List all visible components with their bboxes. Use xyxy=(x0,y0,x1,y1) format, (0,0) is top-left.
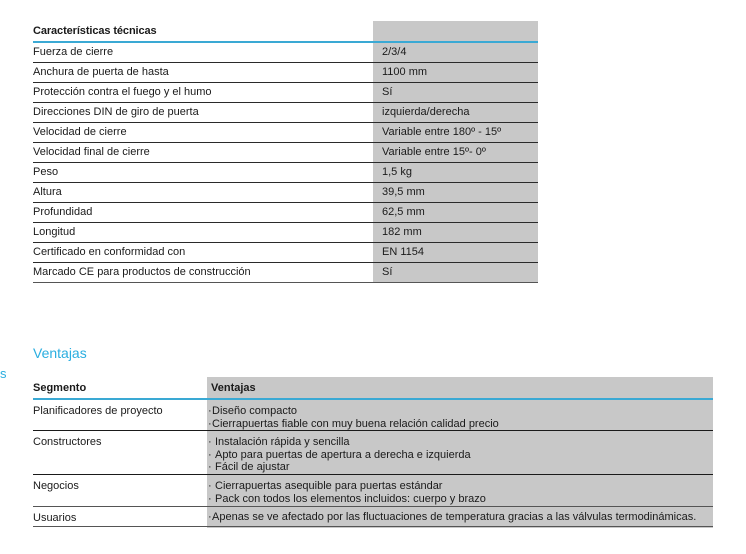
spec-label: Direcciones DIN de giro de puerta xyxy=(33,106,199,118)
spec-value: 1,5 kg xyxy=(382,166,412,178)
bullet-icon: · xyxy=(208,511,212,523)
spec-row xyxy=(33,243,538,263)
section-title-ventajas: Ventajas xyxy=(33,345,87,361)
spec-value: 2/3/4 xyxy=(382,46,407,58)
spec-label: Peso xyxy=(33,166,59,178)
spec-value: EN 1154 xyxy=(382,246,424,258)
specs-header-label: Características técnicas xyxy=(33,25,157,37)
spec-value: 62,5 mm xyxy=(382,206,425,218)
spec-value: Sí xyxy=(382,86,393,98)
advantage-item: ·Diseño compacto xyxy=(208,405,297,417)
segment-label: Constructores xyxy=(33,436,102,448)
advantages-list xyxy=(208,405,499,430)
advantage-item: · Instalación rápida y sencilla xyxy=(208,436,350,448)
bullet-icon: · xyxy=(208,417,212,430)
spec-value: Sí xyxy=(382,266,393,278)
header-segment: Segmento xyxy=(33,382,87,394)
advantages-row xyxy=(33,475,713,507)
spec-row xyxy=(33,143,538,163)
advantages-list xyxy=(208,511,696,524)
spec-label: Velocidad de cierre xyxy=(33,126,127,138)
spec-label: Certificado en conformidad con xyxy=(33,246,186,258)
spec-value: 182 mm xyxy=(382,226,422,238)
bullet-icon: · xyxy=(208,492,212,505)
spec-row xyxy=(33,203,538,223)
advantages-table xyxy=(33,377,713,527)
advantage-item: ·Cierrapuertas fiable con muy buena relación calidad precio xyxy=(208,417,499,430)
spec-row xyxy=(33,263,538,283)
segment-label: Planificadores de proyecto xyxy=(33,405,163,417)
spec-row xyxy=(33,43,538,63)
spec-row xyxy=(33,183,538,203)
segment-label: Negocios xyxy=(33,480,79,492)
advantage-item: · Fácil de ajustar xyxy=(208,461,290,473)
spec-row xyxy=(33,123,538,143)
spec-value: 1100 mm xyxy=(382,66,428,78)
advantages-list xyxy=(208,436,471,474)
spec-label: Longitud xyxy=(33,226,76,238)
spec-row xyxy=(33,83,538,103)
advantage-item: ·Apenas se ve afectado por las fluctuaciones de temperatura gracias a las válvulas termodinámicas. xyxy=(208,511,697,523)
spec-label: Profundidad xyxy=(33,206,93,218)
bullet-icon: · xyxy=(208,480,212,492)
advantage-item: · Cierrapuertas asequible para puertas estándar xyxy=(208,480,443,492)
advantage-item: · Pack con todos los elementos incluidos: cuerpo y brazo xyxy=(208,492,486,505)
cropped-text-fragment: s xyxy=(0,366,7,381)
spec-label: Protección contra el fuego y el humo xyxy=(33,86,212,98)
bullet-icon: · xyxy=(208,461,212,473)
spec-row xyxy=(33,223,538,243)
spec-row xyxy=(33,63,538,83)
bullet-icon: · xyxy=(208,448,212,461)
segment-label: Usuarios xyxy=(33,512,77,524)
advantages-row xyxy=(33,400,713,431)
spec-row xyxy=(33,163,538,183)
header-advantages: Ventajas xyxy=(211,382,256,394)
advantages-row xyxy=(33,431,713,475)
spec-label: Anchura de puerta de hasta xyxy=(33,66,169,78)
spec-value: Variable entre 15º- 0º xyxy=(382,146,486,158)
specs-table xyxy=(33,21,538,283)
spec-label: Fuerza de cierre xyxy=(33,46,114,58)
spec-label: Altura xyxy=(33,186,62,198)
bullet-icon: · xyxy=(208,436,212,448)
spec-row xyxy=(33,103,538,123)
spec-value: 39,5 mm xyxy=(382,186,425,198)
advantage-item: · Apto para puertas de apertura a derecha e izquierda xyxy=(208,448,471,461)
spec-value: izquierda/derecha xyxy=(382,106,470,118)
spec-label: Velocidad final de cierre xyxy=(33,146,150,158)
specs-table-header xyxy=(33,21,538,43)
advantages-row xyxy=(33,507,713,527)
advantages-list xyxy=(208,480,486,505)
bullet-icon: · xyxy=(208,405,212,417)
spec-label: Marcado CE para productos de construcción xyxy=(33,266,251,278)
spec-value: Variable entre 180º - 15º xyxy=(382,126,502,138)
advantages-table-header xyxy=(33,377,713,400)
